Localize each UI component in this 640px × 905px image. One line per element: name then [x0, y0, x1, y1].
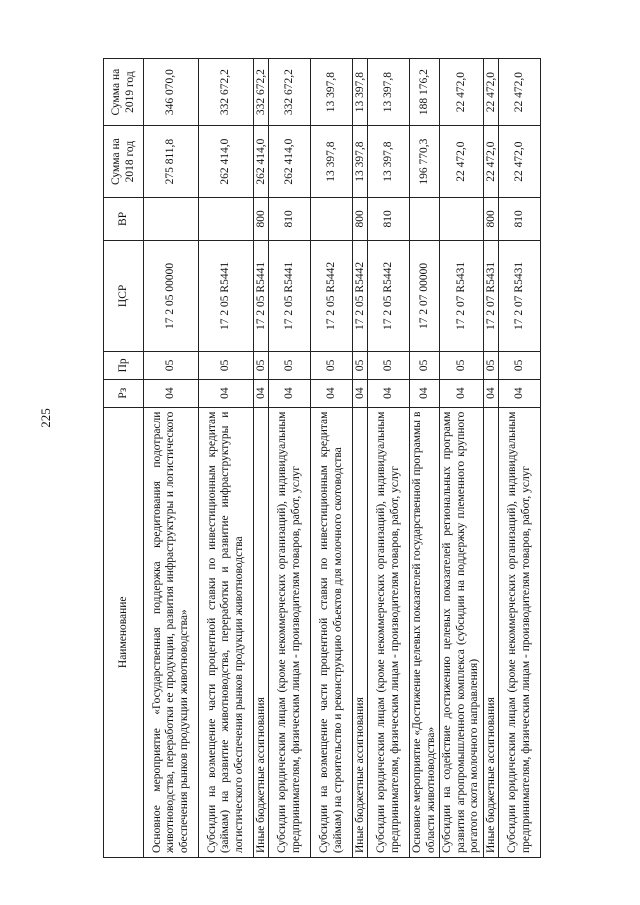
row-csr: 17 2 05 R5441 — [269, 240, 311, 351]
row-csr: 17 2 07 R5431 — [483, 240, 498, 351]
table-row — [368, 59, 410, 858]
row-rz: 04 — [199, 379, 254, 407]
row-pr: 05 — [254, 352, 269, 380]
row-sum-2018: 262 414,0 — [269, 126, 311, 198]
table-row — [353, 59, 368, 858]
row-csr: 17 2 07 R5431 — [440, 240, 484, 351]
row-name: Иные бюджетные ассигнования — [483, 407, 498, 857]
table-row — [483, 59, 498, 858]
row-pr: 05 — [199, 352, 254, 380]
row-sum-2019: 13 397,8 — [353, 59, 368, 126]
row-vr: 810 — [269, 198, 311, 241]
header-rz: Рз — [104, 379, 144, 407]
table-row — [499, 59, 541, 858]
row-csr: 17 2 05 R5441 — [199, 240, 254, 351]
row-vr: 800 — [353, 198, 368, 241]
row-rz: 04 — [368, 379, 410, 407]
rotated-table-container — [103, 58, 532, 858]
row-sum-2018: 22 472,0 — [483, 126, 498, 198]
row-sum-2019: 188 176,2 — [410, 59, 440, 126]
row-sum-2019: 13 397,8 — [368, 59, 410, 126]
row-name: Иные бюджетные ассигнования — [254, 407, 269, 857]
row-sum-2018: 275 811,8 — [144, 126, 199, 198]
row-name: Субсидии юридическим лицам (кроме некоммерческих организаций), индивидуальным предпринимателям, физическим лицам - производителям товаров, работ, услуг — [368, 407, 410, 857]
row-rz: 04 — [353, 379, 368, 407]
row-sum-2019: 332 672,2 — [199, 59, 254, 126]
row-vr: 800 — [483, 198, 498, 241]
row-vr — [440, 198, 484, 241]
row-vr: 800 — [254, 198, 269, 241]
table-header-row — [104, 59, 144, 858]
header-sum-2018: Сумма на 2018 год — [104, 126, 144, 198]
table-row — [254, 59, 269, 858]
row-name: Субсидии на возмещение части процентной ставки по инвестиционным кредитам (займам) на строительство и реконструкцию объектов для молочного скотоводства — [311, 407, 353, 857]
row-sum-2019: 22 472,0 — [440, 59, 484, 126]
row-pr: 05 — [269, 352, 311, 380]
row-vr — [311, 198, 353, 241]
table-row — [311, 59, 353, 858]
row-name: Основное мероприятие «Государственная поддержка кредитования подотрасли животноводства, переработки ее продукции, развития инфраструктуры и логистического обеспечения рынков продукции животноводства» — [144, 407, 199, 857]
table-row — [199, 59, 254, 858]
row-name: Субсидии юридическим лицам (кроме некоммерческих организаций), индивидуальным предпринимателям, физическим лицам - производителям товаров, работ, услуг — [499, 407, 541, 857]
row-sum-2018: 262 414,0 — [254, 126, 269, 198]
row-csr: 17 2 05 R5442 — [311, 240, 353, 351]
row-sum-2018: 13 397,8 — [353, 126, 368, 198]
row-sum-2018: 22 472,0 — [440, 126, 484, 198]
row-rz: 04 — [311, 379, 353, 407]
row-sum-2019: 332 672,2 — [254, 59, 269, 126]
header-sum-2019: Сумма на 2019 год — [104, 59, 144, 126]
table-row — [144, 59, 199, 858]
row-csr: 17 2 05 R5441 — [254, 240, 269, 351]
row-csr: 17 2 07 00000 — [410, 240, 440, 351]
row-csr: 17 2 07 R5431 — [499, 240, 541, 351]
header-vr: ВР — [104, 198, 144, 241]
row-sum-2019: 332 672,2 — [269, 59, 311, 126]
row-sum-2018: 22 472,0 — [499, 126, 541, 198]
row-name: Иные бюджетные ассигнования — [353, 407, 368, 857]
row-name: Субсидии на возмещение части процентной ставки по инвестиционным кредитам (займам) на развитие животноводства, переработки и развитие инфраструктуры и логистического обеспечения рынков продукции животноводства — [199, 407, 254, 857]
table-row — [269, 59, 311, 858]
row-pr: 05 — [440, 352, 484, 380]
row-pr: 05 — [499, 352, 541, 380]
header-pr: Пр — [104, 352, 144, 380]
row-name: Основное мероприятие «Достижение целевых показателей государственной программы в области животноводства» — [410, 407, 440, 857]
row-pr: 05 — [311, 352, 353, 380]
header-name: Наименование — [104, 407, 144, 857]
row-pr: 05 — [144, 352, 199, 380]
page-number: 225 — [38, 408, 53, 428]
row-sum-2018: 13 397,8 — [311, 126, 353, 198]
row-sum-2019: 22 472,0 — [499, 59, 541, 126]
row-vr: 810 — [368, 198, 410, 241]
row-rz: 04 — [144, 379, 199, 407]
row-pr: 05 — [353, 352, 368, 380]
row-vr — [199, 198, 254, 241]
row-rz: 04 — [269, 379, 311, 407]
budget-table — [103, 58, 541, 858]
row-rz: 04 — [499, 379, 541, 407]
row-sum-2018: 13 397,8 — [368, 126, 410, 198]
table-row — [440, 59, 484, 858]
row-sum-2018: 196 770,3 — [410, 126, 440, 198]
row-sum-2019: 22 472,0 — [483, 59, 498, 126]
row-vr — [410, 198, 440, 241]
row-rz: 04 — [254, 379, 269, 407]
row-name: Субсидии на содействие достижению целевых показателей региональных программ развития агропромышленного комплекса (субсидии на поддержку племенного крупного рогатого скота молочного направления) — [440, 407, 484, 857]
row-name: Субсидии юридическим лицам (кроме некоммерческих организаций), индивидуальным предпринимателям, физическим лицам - производителям товаров, работ, услуг — [269, 407, 311, 857]
row-rz: 04 — [440, 379, 484, 407]
row-sum-2019: 13 397,8 — [311, 59, 353, 126]
row-rz: 04 — [410, 379, 440, 407]
header-csr: ЦСР — [104, 240, 144, 351]
row-vr — [144, 198, 199, 241]
row-pr: 05 — [483, 352, 498, 380]
row-pr: 05 — [410, 352, 440, 380]
row-rz: 04 — [483, 379, 498, 407]
row-sum-2019: 346 070,0 — [144, 59, 199, 126]
row-csr: 17 2 05 00000 — [144, 240, 199, 351]
row-csr: 17 2 05 R5442 — [353, 240, 368, 351]
table-row — [410, 59, 440, 858]
row-pr: 05 — [368, 352, 410, 380]
row-csr: 17 2 05 R5442 — [368, 240, 410, 351]
row-sum-2018: 262 414,0 — [199, 126, 254, 198]
row-vr: 810 — [499, 198, 541, 241]
